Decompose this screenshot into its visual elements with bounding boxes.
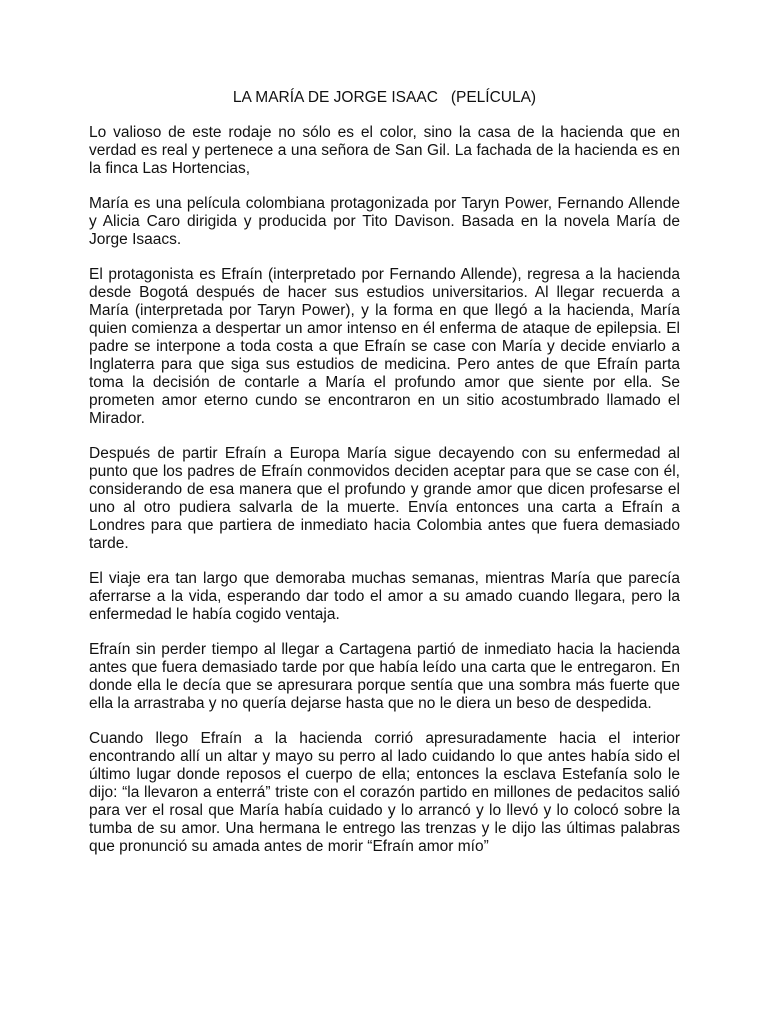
document-title: LA MARÍA DE JORGE ISAAC (PELÍCULA) (232, 89, 537, 106)
paragraph-2: María es una película colombiana protagonizada por Taryn Power, Fernando Allende y Alicia Caro dirigida y producida por Tito Davison. Basada en la novela María de Jorge Isaacs. (89, 195, 680, 248)
paragraph-3: El protagonista es Efraín (interpretado por Fernando Allende), regresa a la hacienda desde Bogotá después de hacer sus estudios universitarios. Al llegar recuerda a María (interpretada por Taryn Power), y la forma en que llegó a la hacienda, María quien comienza a despertar un amor intenso en él enferma de ataque de epilepsia. El padre se interpone a toda costa a que Efraín se case con María y decide enviarlo a Inglaterra para que siga sus estudios de medicina. Pero antes de que Efraín parta toma la decisión de contarle a María el profundo amor que siente por ella. Se prometen amor eterno cundo se encontraron en un sitio acostumbrado llamado el Mirador. (89, 266, 680, 427)
paragraph-1: Lo valioso de este rodaje no sólo es el color, sino la casa de la hacienda que en verdad es real y pertenece a una señora de San Gil. La fachada de la hacienda es en la finca Las Hortencias, (89, 124, 680, 177)
paragraph-4: Después de partir Efraín a Europa María sigue decayendo con su enfermedad al punto que los padres de Efraín conmovidos deciden aceptar para que se case con él, considerando de esa manera que el profundo y grande amor que dicen profesarse el uno al otro pudiera salvarla de la muerte. Envía entonces una carta a Efraín a Londres para que partiera de inmediato hacia Colombia antes que fuera demasiado tarde. (89, 445, 680, 552)
paragraph-7: Cuando llego Efraín a la hacienda corrió apresuradamente hacia el interior encontrando allí un altar y mayo su perro al lado cuidando lo que antes había sido el último lugar donde reposos el cuerpo de ella; entonces la esclava Estefanía solo le dijo: “la llevaron a enterrá” triste con el corazón partido en millones de pedacitos salió para ver el rosal que María había cuidado y lo arrancó y lo llevó y lo colocó sobre la tumba de su amor. Una hermana le entrego las trenzas y le dijo las últimas palabras que pronunció su amada antes de morir “Efraín amor mío” (89, 730, 680, 855)
paragraph-5: El viaje era tan largo que demoraba muchas semanas, mientras María que parecía aferrarse a la vida, esperando dar todo el amor a su amado cuando llegara, pero la enfermedad le había cogido ventaja. (89, 570, 680, 623)
paragraph-6: Efraín sin perder tiempo al llegar a Cartagena partió de inmediato hacia la hacienda antes que fuera demasiado tarde por que había leído una carta que le entregaron. En donde ella le decía que se apresurara porque sentía que una sombra más fuerte que ella la arrastraba y no quería dejarse hasta que no le diera un beso de despedida. (89, 641, 680, 712)
